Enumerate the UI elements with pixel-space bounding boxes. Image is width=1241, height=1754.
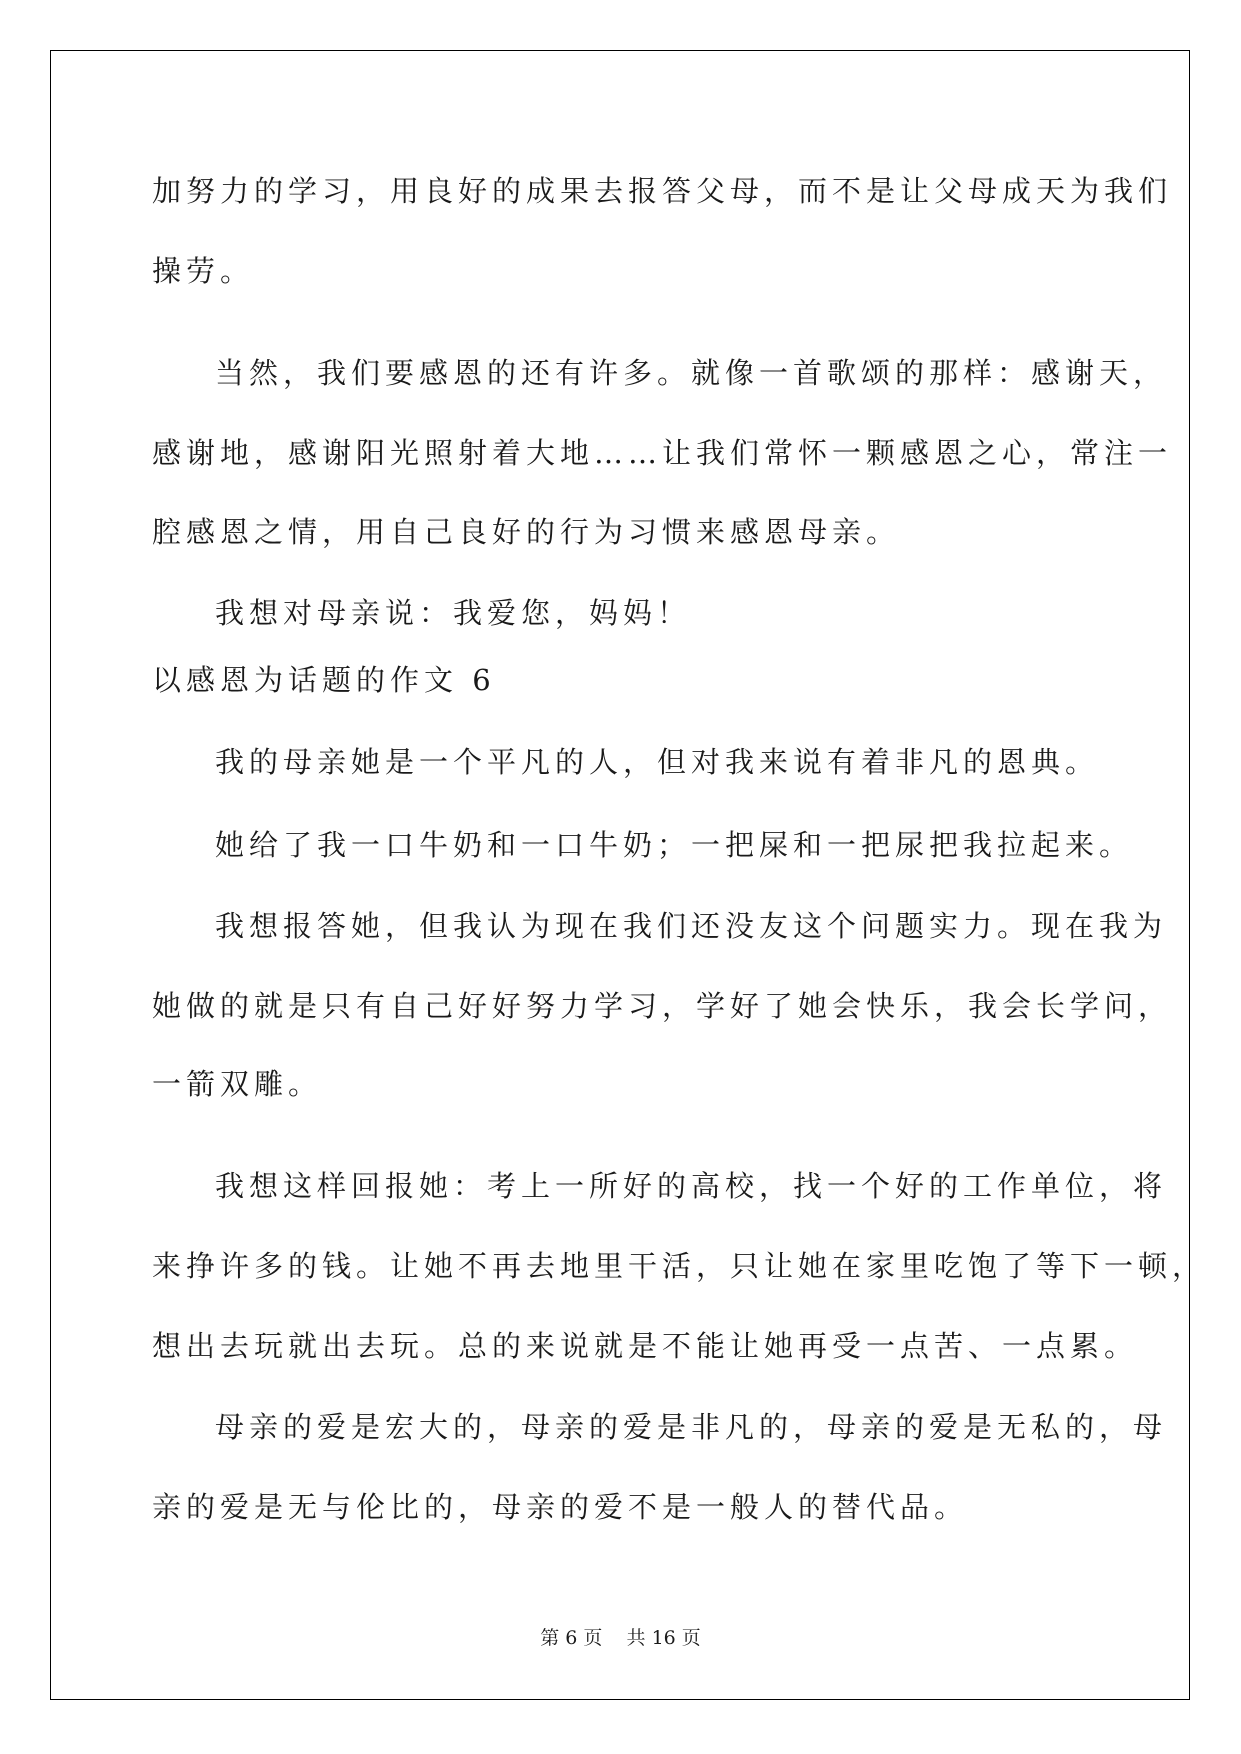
paragraph-start: 当然，我们要感恩的还有许多。就像一首歌颂的那样：感谢天，: [215, 356, 1168, 390]
text-line: 一箭双雕。: [152, 1067, 323, 1101]
page-border: [50, 50, 1190, 1700]
text-line: 亲的爱是无与伦比的，母亲的爱不是一般人的替代品。: [152, 1490, 969, 1524]
paragraph-start: 我想对母亲说：我爱您，妈妈！: [215, 596, 692, 630]
text-line: 加努力的学习，用良好的成果去报答父母，而不是让父母成天为我们: [152, 174, 1173, 208]
page-number-footer: 第 6 页 共 16 页: [540, 1627, 701, 1649]
paragraph-start: 母亲的爱是宏大的，母亲的爱是非凡的，母亲的爱是无私的，母: [215, 1410, 1168, 1444]
text-line: 感谢地，感谢阳光照射着大地……让我们常怀一颗感恩之心，常注一: [152, 436, 1173, 470]
text-line: 她做的就是只有自己好好努力学习，学好了她会快乐，我会长学问，: [152, 989, 1173, 1023]
paragraph-start: 我想这样回报她：考上一所好的高校，找一个好的工作单位，将: [215, 1169, 1168, 1203]
text-line: 来挣许多的钱。让她不再去地里干活，只让她在家里吃饱了等下一顿，: [152, 1249, 1207, 1283]
paragraph-start: 她给了我一口牛奶和一口牛奶；一把屎和一把尿把我拉起来。: [215, 828, 1134, 862]
section-heading: 以感恩为话题的作文 6: [152, 663, 496, 697]
text-line: 腔感恩之情，用自己良好的行为习惯来感恩母亲。: [152, 515, 901, 549]
text-line: 操劳。: [152, 254, 255, 288]
paragraph-start: 我的母亲她是一个平凡的人，但对我来说有着非凡的恩典。: [215, 745, 1100, 779]
text-line: 想出去玩就出去玩。总的来说就是不能让她再受一点苦、一点累。: [152, 1329, 1139, 1363]
paragraph-start: 我想报答她，但我认为现在我们还没友这个问题实力。现在我为: [215, 909, 1168, 943]
